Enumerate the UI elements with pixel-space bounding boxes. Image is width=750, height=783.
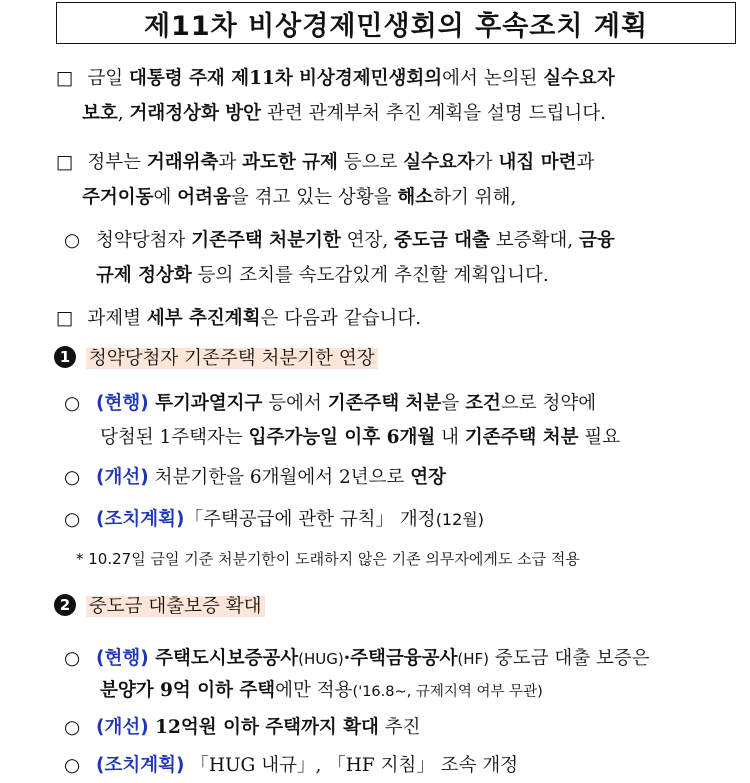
section-2-action-plan: ○ (조치계획) 「HUG 내규」, 「HF 지침」 조속 개정 [64, 755, 519, 776]
section-2-current-line-1: ○ (현행) 주택도시보증공사(HUG)·주택금융공사(HF) 중도금 대출 보증은 [64, 648, 650, 669]
paragraph-3-line-2: 규제 정상화 등의 조치를 속도감있게 추진할 계획입니다. [96, 265, 549, 286]
paragraph-1-line-1: □ 금일 대통령 주재 제11차 비상경제민생회의에서 논의된 실수요자 [56, 68, 615, 89]
paragraph-2-line-1: □ 정부는 거래위축과 과도한 규제 등으로 실수요자가 내집 마련과 [56, 152, 595, 173]
number-badge: 1 [54, 346, 76, 368]
circle-bullet: ○ [64, 648, 81, 669]
section-1-action-plan: ○ (조치계획)「주택공급에 관한 규칙」 개정(12월) [64, 509, 484, 530]
section-2-current-line-2: 분양가 9억 이하 주택에만 적용('16.8~, 규제지역 여부 무관) [100, 680, 543, 701]
square-bullet: □ [56, 152, 74, 173]
paragraph-4: □ 과제별 세부 추진계획은 다음과 같습니다. [56, 308, 422, 329]
section-2-improvement: ○ (개선) 12억원 이하 주택까지 확대 추진 [64, 717, 421, 738]
circle-bullet: ○ [64, 755, 81, 776]
circle-bullet: ○ [64, 717, 81, 738]
circle-bullet: ○ [64, 509, 81, 530]
section-2-heading: 2 중도금 대출보증 확대 [54, 592, 750, 618]
section-1-footnote: * 10.27일 금일 기준 처분기한이 도래하지 않은 기존 의무자에게도 소급 적용 [76, 550, 580, 568]
square-bullet: □ [56, 68, 74, 89]
paragraph-1-line-2: 보호, 거래정상화 방안 관련 관계부처 추진 계획을 설명 드립니다. [82, 103, 607, 124]
circle-bullet: ○ [64, 467, 81, 488]
section-1-current-line-2: 당첨된 1주택자는 입주가능일 이후 6개월 내 기존주택 처분 필요 [100, 427, 621, 448]
square-bullet: □ [56, 308, 74, 329]
circle-bullet: ○ [64, 393, 81, 414]
section-1-improvement: ○ (개선) 처분기한을 6개월에서 2년으로 연장 [64, 467, 446, 488]
paragraph-3-line-1: ○ 청약당첨자 기존주택 처분기한 연장, 중도금 대출 보증확대, 금융 [64, 230, 615, 251]
number-badge: 2 [54, 594, 76, 616]
paragraph-2-line-2: 주거이동에 어려움을 겪고 있는 상황을 해소하기 위해, [82, 187, 517, 208]
section-1-current-line-1: ○ (현행) 투기과열지구 등에서 기존주택 처분을 조건으로 청약에 [64, 393, 597, 414]
circle-bullet: ○ [64, 230, 81, 251]
section-1-heading: 1 청약당첨자 기존주택 처분기한 연장 [54, 344, 750, 370]
document-title: 제11차 비상경제민생회의 후속조치 계획 [56, 2, 736, 44]
